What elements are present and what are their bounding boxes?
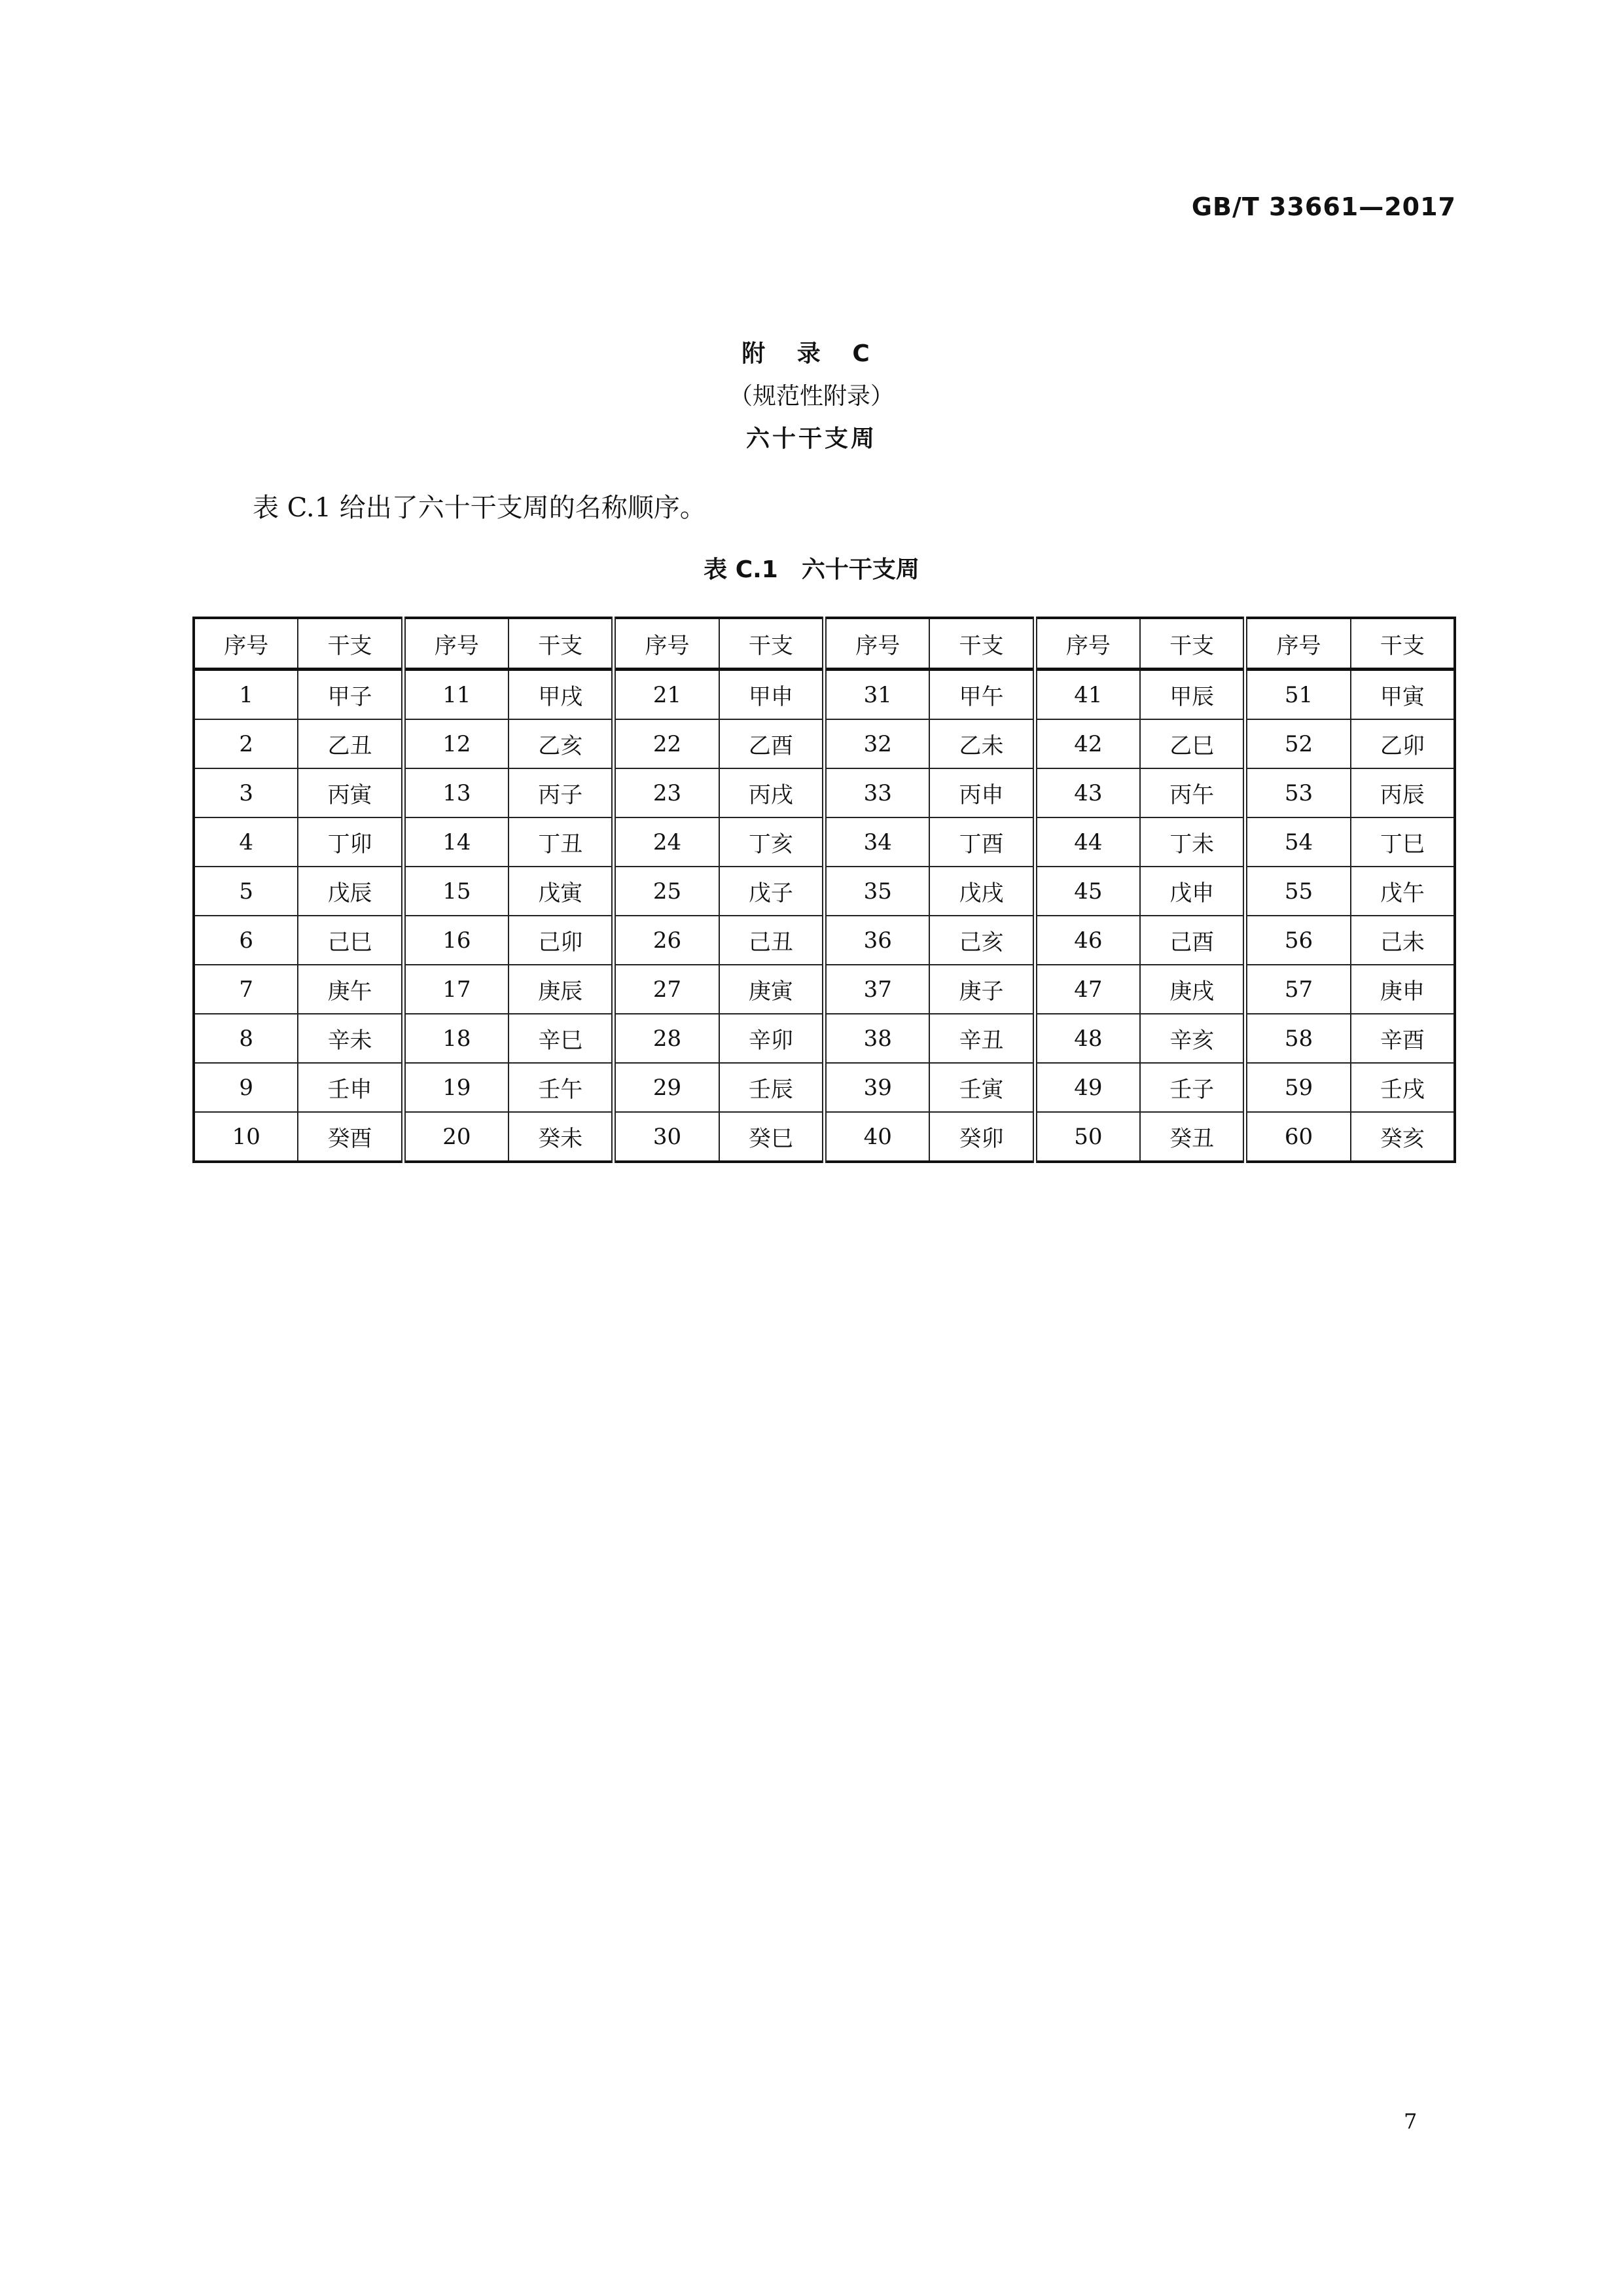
header-serial: 序号 [1245,618,1351,670]
serial-cell: 23 [614,768,719,817]
serial-cell: 52 [1245,719,1351,768]
serial-cell: 33 [824,768,929,817]
ganzhi-cell: 己卯 [508,916,614,965]
annex-type: （规范性附录） [728,383,894,410]
ganzhi-cell: 庚寅 [719,965,825,1014]
serial-cell: 13 [403,768,508,817]
ganzhi-cell: 丁亥 [719,817,825,867]
serial-cell: 21 [614,670,719,720]
ganzhi-cell: 丙戌 [719,768,825,817]
serial-cell: 26 [614,916,719,965]
table-row [194,670,1455,720]
ganzhi-cell: 辛巳 [508,1014,614,1063]
serial-cell: 20 [403,1112,508,1162]
serial-cell: 11 [403,670,508,720]
header-serial: 序号 [194,618,298,670]
header-serial: 序号 [824,618,929,670]
serial-cell: 41 [1035,670,1140,720]
serial-cell: 34 [824,817,929,867]
serial-cell: 49 [1035,1063,1140,1112]
serial-cell: 19 [403,1063,508,1112]
serial-cell: 57 [1245,965,1351,1014]
table-row [194,867,1455,916]
ganzhi-cell: 庚子 [929,965,1035,1014]
serial-cell: 15 [403,867,508,916]
ganzhi-cell: 辛酉 [1351,1014,1455,1063]
header-serial: 序号 [403,618,508,670]
header-serial: 序号 [614,618,719,670]
serial-cell: 55 [1245,867,1351,916]
ganzhi-cell: 辛亥 [1140,1014,1245,1063]
ganzhi-cell: 乙酉 [719,719,825,768]
ganzhi-cell: 戊戌 [929,867,1035,916]
serial-cell: 12 [403,719,508,768]
serial-cell: 58 [1245,1014,1351,1063]
serial-cell: 45 [1035,867,1140,916]
ganzhi-cell: 甲午 [929,670,1035,720]
serial-cell: 42 [1035,719,1140,768]
ganzhi-cell: 癸丑 [1140,1112,1245,1162]
ganzhi-cell: 丙辰 [1351,768,1455,817]
ganzhi-cell: 庚戌 [1140,965,1245,1014]
header-ganzhi: 干支 [929,618,1035,670]
serial-cell: 40 [824,1112,929,1162]
serial-cell: 35 [824,867,929,916]
ganzhi-cell: 戊辰 [298,867,403,916]
header-serial: 序号 [1035,618,1140,670]
serial-cell: 3 [194,768,298,817]
ganzhi-cell: 戊寅 [508,867,614,916]
serial-cell: 6 [194,916,298,965]
ganzhi-cell: 丁卯 [298,817,403,867]
ganzhi-cell: 壬申 [298,1063,403,1112]
ganzhi-cell: 乙巳 [1140,719,1245,768]
ganzhi-cell: 甲申 [719,670,825,720]
serial-cell: 18 [403,1014,508,1063]
serial-cell: 48 [1035,1014,1140,1063]
table-row [194,1112,1455,1162]
ganzhi-cell: 己未 [1351,916,1455,965]
table-row [194,817,1455,867]
ganzhi-cell: 壬子 [1140,1063,1245,1112]
table-row [194,1063,1455,1112]
serial-cell: 7 [194,965,298,1014]
ganzhi-cell: 己酉 [1140,916,1245,965]
serial-cell: 50 [1035,1112,1140,1162]
serial-cell: 39 [824,1063,929,1112]
header-ganzhi: 干支 [719,618,825,670]
ganzhi-cell: 壬戌 [1351,1063,1455,1112]
serial-cell: 37 [824,965,929,1014]
intro-paragraph: 表 C.1 给出了六十干支周的名称顺序。 [253,493,706,523]
serial-cell: 46 [1035,916,1140,965]
ganzhi-cell: 丁酉 [929,817,1035,867]
serial-cell: 60 [1245,1112,1351,1162]
serial-cell: 8 [194,1014,298,1063]
ganzhi-cell: 癸未 [508,1112,614,1162]
ganzhi-cell: 丁丑 [508,817,614,867]
serial-cell: 36 [824,916,929,965]
serial-cell: 59 [1245,1063,1351,1112]
serial-cell: 56 [1245,916,1351,965]
ganzhi-cell: 癸卯 [929,1112,1035,1162]
serial-cell: 32 [824,719,929,768]
serial-cell: 27 [614,965,719,1014]
ganzhi-cell: 庚辰 [508,965,614,1014]
serial-cell: 28 [614,1014,719,1063]
ganzhi-cell: 戊子 [719,867,825,916]
table-row [194,965,1455,1014]
serial-cell: 38 [824,1014,929,1063]
ganzhi-cell: 辛未 [298,1014,403,1063]
serial-cell: 43 [1035,768,1140,817]
serial-cell: 29 [614,1063,719,1112]
ganzhi-cell: 己丑 [719,916,825,965]
serial-cell: 24 [614,817,719,867]
serial-cell: 47 [1035,965,1140,1014]
table-row [194,719,1455,768]
ganzhi-cell: 丙子 [508,768,614,817]
ganzhi-cell: 乙未 [929,719,1035,768]
ganzhi-cell: 丙寅 [298,768,403,817]
sexagenary-cycle-table [192,617,1456,1163]
ganzhi-cell: 癸酉 [298,1112,403,1162]
ganzhi-cell: 己亥 [929,916,1035,965]
serial-cell: 25 [614,867,719,916]
serial-cell: 53 [1245,768,1351,817]
serial-cell: 14 [403,817,508,867]
ganzhi-cell: 甲子 [298,670,403,720]
ganzhi-cell: 乙卯 [1351,719,1455,768]
annex-name: 六十干支周 [745,425,877,452]
table-row [194,916,1455,965]
ganzhi-cell: 丁未 [1140,817,1245,867]
ganzhi-cell: 甲辰 [1140,670,1245,720]
serial-cell: 51 [1245,670,1351,720]
table-row [194,768,1455,817]
table-header-row [194,618,1455,670]
header-ganzhi: 干支 [1140,618,1245,670]
ganzhi-cell: 辛卯 [719,1014,825,1063]
serial-cell: 44 [1035,817,1140,867]
serial-cell: 16 [403,916,508,965]
serial-cell: 4 [194,817,298,867]
page-number: 7 [1404,2109,1418,2134]
ganzhi-cell: 庚申 [1351,965,1455,1014]
ganzhi-cell: 甲寅 [1351,670,1455,720]
serial-cell: 31 [824,670,929,720]
ganzhi-cell: 戊申 [1140,867,1245,916]
serial-cell: 1 [194,670,298,720]
ganzhi-cell: 丁巳 [1351,817,1455,867]
serial-cell: 54 [1245,817,1351,867]
ganzhi-cell: 壬寅 [929,1063,1035,1112]
annex-title: 附 录 C [741,340,882,367]
serial-cell: 10 [194,1112,298,1162]
ganzhi-cell: 庚午 [298,965,403,1014]
ganzhi-cell: 壬午 [508,1063,614,1112]
ganzhi-cell: 辛丑 [929,1014,1035,1063]
ganzhi-cell: 乙丑 [298,719,403,768]
serial-cell: 2 [194,719,298,768]
ganzhi-cell: 壬辰 [719,1063,825,1112]
header-ganzhi: 干支 [298,618,403,670]
ganzhi-cell: 己巳 [298,916,403,965]
ganzhi-cell: 甲戌 [508,670,614,720]
ganzhi-cell: 乙亥 [508,719,614,768]
table-row [194,1014,1455,1063]
standard-number: GB/T 33661—2017 [1191,192,1456,221]
serial-cell: 30 [614,1112,719,1162]
ganzhi-cell: 丙申 [929,768,1035,817]
table-caption: 表 C.1 六十干支周 [704,556,919,583]
ganzhi-cell: 癸巳 [719,1112,825,1162]
ganzhi-cell: 丙午 [1140,768,1245,817]
header-ganzhi: 干支 [1351,618,1455,670]
ganzhi-cell: 癸亥 [1351,1112,1455,1162]
serial-cell: 17 [403,965,508,1014]
serial-cell: 22 [614,719,719,768]
serial-cell: 9 [194,1063,298,1112]
header-ganzhi: 干支 [508,618,614,670]
serial-cell: 5 [194,867,298,916]
ganzhi-cell: 戊午 [1351,867,1455,916]
